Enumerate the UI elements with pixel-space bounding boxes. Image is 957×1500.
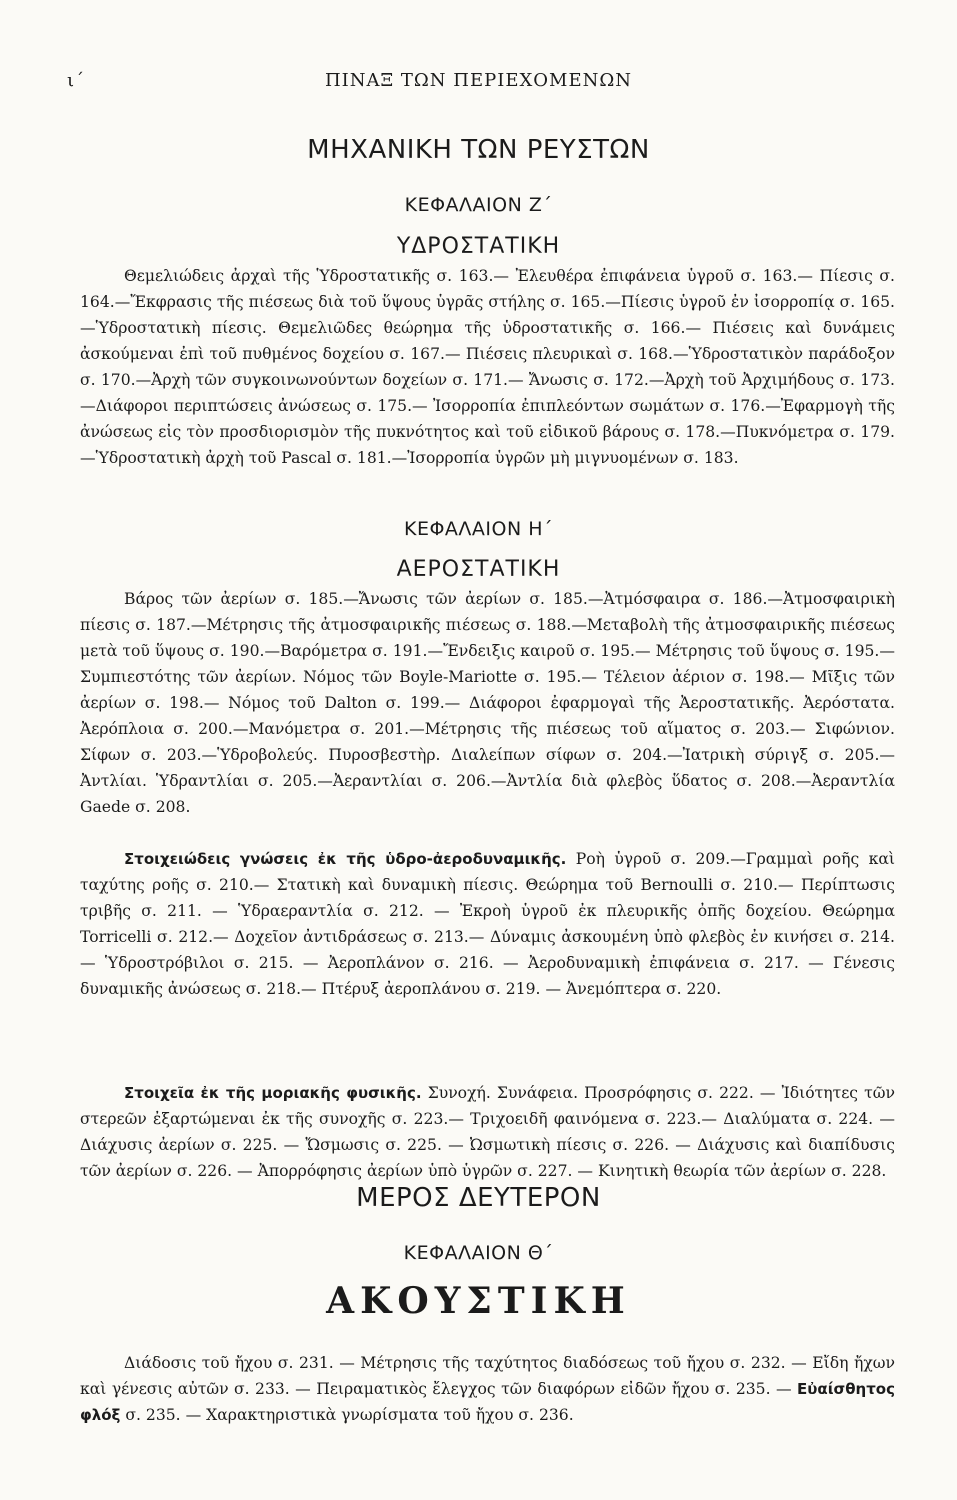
chapter-heading-theta: ΚΕΦΑΛΑΙΟΝ Θ΄ bbox=[403, 1242, 554, 1264]
paragraph-body-molecular-physics: Συνοχή. Συνάφεια. Προσρόφησις σ. 222. — Ἰδιότητες τῶν στερεῶν ἐξαρτώμεναι ἐκ τῆς συνοχῆς σ. 223.— Τριχοειδῆ φαινόμενα σ. 223.— Διαλύματα σ. 224. — Διάχυσις ἀερίων σ. 225. — Ὤσμωσις σ. 225. — Ὠσμωτικὴ πίεσις σ. 226. — Διάχυσις καὶ διαπίδυσις τῶν ἀερίων σ. 226. — Ἀπορρόφησις ἀερίων ὑπὸ ὑγρῶν σ. 227. — Κινητικὴ θεωρία τῶν ἀερίων σ. 228. bbox=[80, 1084, 895, 1180]
paragraph-end-acoustics: σ. 235. — Χαρακτηριστικὰ γνωρίσματα τοῦ ἤχου σ. 236. bbox=[120, 1406, 574, 1424]
contents-paragraph-molecular-physics bbox=[80, 1080, 895, 1184]
paragraph-body-acoustics: Διάδοσις τοῦ ἤχου σ. 231. — Μέτρησις τῆς ταχύτητος διαδόσεως τοῦ ἤχου σ. 232. — Εἴδη ἤχων καὶ γένεσις αὐτῶν σ. 233. — Πειραματικὸς ἔλεγχος τῶν διαφόρων εἰδῶν ἤχου σ. 235. — bbox=[80, 1354, 895, 1398]
part-title-mechanics-of-fluids: ΜΗΧΑΝΙΚΗ ΤΩΝ ΡΕΥΣΤΩΝ bbox=[307, 135, 650, 165]
running-header bbox=[0, 70, 957, 100]
contents-paragraph-hydrostatics: Θεμελιώδεις ἀρχαὶ τῆς Ὑδροστατικῆς σ. 163.— Ἐλευθέρα ἐπιφάνεια ὑγροῦ σ. 163.— Πίεσις σ. 164.—Ἔκφρασις τῆς πιέσεως διὰ τοῦ ὕψους ὑγρᾶς στήλης σ. 165.—Πίεσις ὑγροῦ ἐν ἰσορροπίᾳ σ. 165.—Ὑδροστατικὴ πίεσις. Θεμελιῶδες θεώρημα τῆς ὑδροστατικῆς σ. 166.— Πιέσεις καὶ δυνάμεις ἀσκούμεναι ἐπὶ τοῦ πυθμένος δοχείου σ. 167.— Πιέσεις πλευρικαὶ σ. 168.—Ὑδροστατικὸν παράδοξον σ. 170.—Ἀρχὴ τῶν συγκοινωνούντων δοχείων σ. 171.— Ἄνωσις σ. 172.—Ἀρχὴ τοῦ Ἀρχιμήδους σ. 173.—Διάφοροι περιπτώσεις ἀνώσεως σ. 175.— Ἰσορροπία ἐπιπλεόντων σωμάτων σ. 176.—Ἐφαρμογὴ τῆς ἀνώσεως εἰς τὸν προσδιορισμὸν τῆς πυκνότητος καὶ τοῦ εἰδικοῦ βάρους σ. 178.—Πυκνόμετρα σ. 179.—Ὑδροστατικὴ ἀρχὴ τοῦ Pascal σ. 181.—Ἰσορροπία ὑγρῶν μὴ μιγνυομένων σ. 183. bbox=[80, 267, 895, 467]
chapter-subject-aerostatics: ΑΕΡΟΣΤΑΤΙΚΗ bbox=[396, 557, 561, 582]
paragraph-lead-molecular-physics: Στοιχεῖα ἐκ τῆς μοριακῆς φυσικῆς. bbox=[124, 1084, 422, 1102]
paragraph-lead-hydro-aerodynamics: Στοιχειώδεις γνώσεις ἐκ τῆς ὑδρο-ἀεροδυναμικῆς. bbox=[124, 850, 567, 868]
chapter-subject-acoustics: ΑΚΟΥΣΤΙΚΗ bbox=[326, 1280, 631, 1322]
part-title-second-part: ΜΕΡΟΣ ΔΕΥΤΕΡΟΝ bbox=[356, 1183, 601, 1213]
contents-paragraph-acoustics bbox=[80, 1350, 895, 1428]
chapter-heading-z: ΚΕΦΑΛΑΙΟΝ Ζ΄ bbox=[404, 194, 553, 216]
running-title: ΠΙΝΑΞ ΤΩΝ ΠΕΡΙΕΧΟΜΕΝΩΝ bbox=[324, 70, 633, 91]
paragraph-bold-sensitive-flame: Εὐαίσθητος φλόξ bbox=[80, 1380, 895, 1424]
contents-paragraph-aerostatics: Βάρος τῶν ἀερίων σ. 185.—Ἄνωσις τῶν ἀερίων σ. 185.—Ἀτμόσφαιρα σ. 186.—Ἀτμοσφαιρικὴ πίεσις σ. 187.—Μέτρησις τῆς ἀτμοσφαιρικῆς πιέσεως σ. 188.—Μεταβολὴ τῆς ἀτμοσφαιρικῆς πιέσεως μετὰ τοῦ ὕψους σ. 190.—Βαρόμετρα σ. 191.—Ἔνδειξις καιροῦ σ. 195.— Μέτρησις τοῦ ὕψους σ. 195.—Συμπιεστότης τῶν ἀερίων. Νόμος τῶν Boyle-Mariotte σ. 195.— Τέλειον ἀέριον σ. 198.— Μῖξις τῶν ἀερίων σ. 198.— Νόμος τοῦ Dalton σ. 199.— Διάφοροι ἐφαρμογαὶ τῆς Ἀεροστατικῆς. Ἀερόστατα. Ἀερόπλοια σ. 200.—Μανόμετρα σ. 201.—Μέτρησις τῆς πιέσεως τοῦ αἵματος σ. 203.— Σιφώνιον. Σίφων σ. 203.—Ὑδροβολεύς. Πυροσβεστὴρ. Διαλείπων σίφων σ. 204.—Ἰατρικὴ σύριγξ σ. 205.—Ἀντλίαι. Ὑδραντλίαι σ. 205.—Ἀεραντλίαι σ. 206.—Ἀντλία διὰ φλεβὸς ὕδατος σ. 208.—Ἀεραντλία Gaede σ. 208. bbox=[80, 590, 895, 816]
chapter-subject-hydrostatics: ΥΔΡΟΣΤΑΤΙΚΗ bbox=[396, 234, 561, 259]
page-number: ι΄ bbox=[67, 70, 86, 91]
paragraph-body-hydro-aerodynamics: Ροὴ ὑγροῦ σ. 209.—Γραμμαὶ ροῆς καὶ ταχύτης ροῆς σ. 210.— Στατικὴ καὶ δυναμικὴ πίεσις. Θεώρημα τοῦ Bernoulli σ. 210.— Περίπτωσις τριβῆς σ. 211. — Ὑδραεραντλία σ. 212. — Ἐκροὴ ὑγροῦ ἐκ πλευρικῆς ὀπῆς δοχείου. Θεώρημα Torricelli σ. 212.— Δοχεῖον ἀντιδράσεως σ. 213.— Δύναμις ἀσκουμένη ὑπὸ φλεβὸς ἐν κινήσει σ. 214. — Ὑδροστρόβιλοι σ. 215. — Ἀεροπλάνον σ. 216. — Ἀεροδυναμικὴ ἐπιφάνεια σ. 217. — Γένεσις δυναμικῆς ἀνώσεως σ. 218.— Πτέρυξ ἀεροπλάνου σ. 219. — Ἀνεμόπτερα σ. 220. bbox=[80, 850, 895, 998]
chapter-heading-h: ΚΕΦΑΛΑΙΟΝ Η΄ bbox=[403, 518, 553, 540]
contents-paragraph-hydro-aerodynamics bbox=[80, 846, 895, 1002]
